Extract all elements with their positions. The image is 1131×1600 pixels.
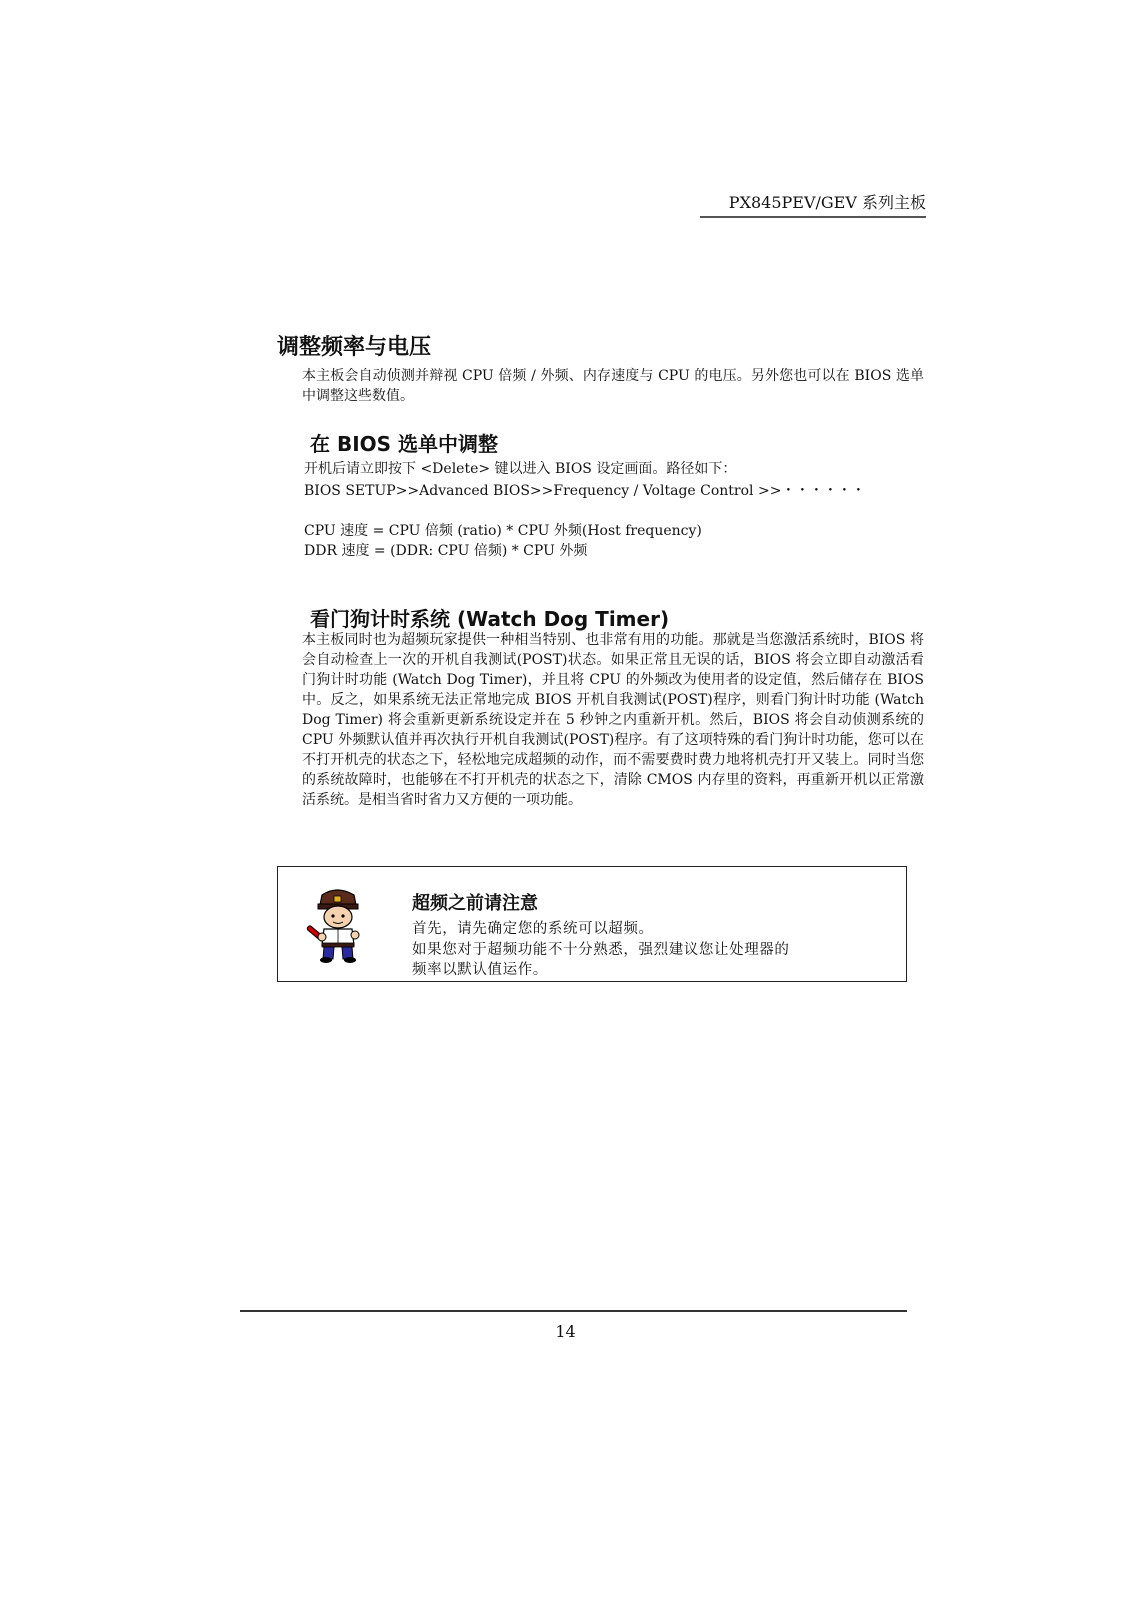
bios-path-line: BIOS SETUP>>Advanced BIOS>>Frequency / Voltage Control >>・・・・・・ (304, 483, 866, 499)
overclock-warning-box (277, 866, 907, 982)
section-intro-paragraph: 本主板会自动侦测并辩视 CPU 倍频 / 外频、内存速度与 CPU 的电压。另外您也可以在 BIOS 选单中调整这些数值。 (302, 368, 924, 404)
section-title-watch-dog-timer: 看门狗计时系统 (Watch Dog Timer) (310, 607, 670, 631)
section-title-bios-adjust: 在 BIOS 选单中调整 (310, 432, 499, 456)
bios-instruction-line: 开机后请立即按下 <Delete> 键以进入 BIOS 设定画面。路径如下： (304, 461, 737, 477)
warning-line: 频率以默认值运作。 (412, 962, 548, 978)
warning-title: 超频之前请注意 (412, 893, 538, 914)
police-officer-icon (304, 887, 370, 963)
document-header: PX845PEV/GEV 系列主板 (700, 190, 926, 218)
warning-line: 如果您对于超频功能不十分熟悉，强烈建议您让处理器的 (412, 942, 790, 958)
footer-divider (240, 1310, 907, 1312)
page-number: 14 (555, 1322, 576, 1341)
watch-dog-paragraph: 本主板同时也为超频玩家提供一种相当特别、也非常有用的功能。那就是当您激活系统时，BIOS 将会自动检查上一次的开机自我测试(POST)状态。如果正常且无误的话，BIOS 将会立即自动激活看门狗计时功能 (Watch Dog Timer)，并且将 CPU 的外频改为使用者的设定值，然后储存在 BIOS 中。反之，如果系统无法正常地完成 BIOS 开机自我测试(POST)程序，则看门狗计时功能 (Watch Dog Timer) 将会重新更新系统设定并在 5 秒钟之内重新开机。然后，BIOS 将会自动侦测系统的 CPU 外频默认值并再次执行开机自我测试(POST)程序。有了这项特殊的看门狗计时功能，您可以在不打开机壳的状态之下，轻松地完成超频的动作，而不需要费时费力地将机壳打开又装上。同时当您的系统故障时，也能够在不打开机壳的状态之下，清除 CMOS 内存里的资料，再重新开机以正常激活系统。是相当省时省力又方便的一项功能。 (302, 632, 924, 808)
section-title-frequency-voltage: 调整频率与电压 (277, 335, 432, 360)
warning-line: 首先，请先确定您的系统可以超频。 (412, 921, 654, 937)
ddr-speed-formula: DDR 速度 = (DDR: CPU 倍频) * CPU 外频 (304, 543, 588, 559)
cpu-speed-formula: CPU 速度 = CPU 倍频 (ratio) * CPU 外频(Host frequency) (304, 523, 702, 539)
